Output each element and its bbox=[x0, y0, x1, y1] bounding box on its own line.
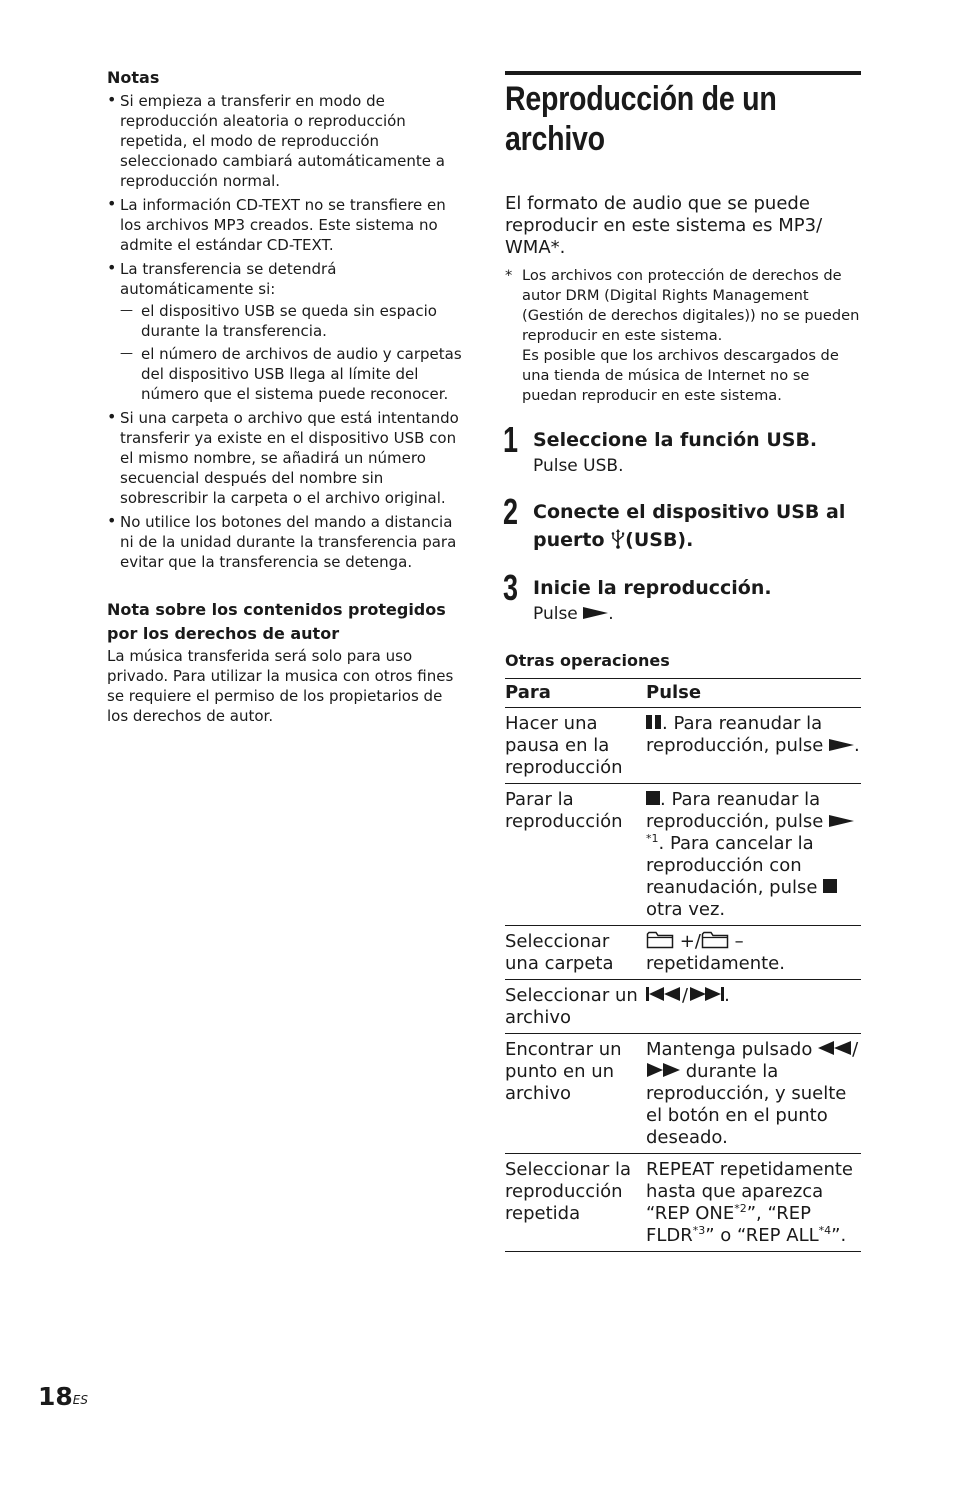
action-text: . bbox=[724, 985, 730, 1006]
sub-note-item: — el número de archivos de audio y carpetas del dispositivo USB llega al límite del número que el sistema puede reconocer. bbox=[120, 344, 465, 404]
footnote-ref: *2 bbox=[734, 1202, 747, 1215]
operation-action bbox=[646, 926, 861, 980]
action-text: ” o “REP ALL bbox=[705, 1225, 819, 1246]
right-column bbox=[505, 71, 861, 1252]
footnote-text: Los archivos con protección de derechos de autor DRM (Digital Rights Management (Gestión de derechos digitales)) no se pueden reproducir en este sistema. bbox=[522, 267, 860, 344]
left-column bbox=[107, 67, 465, 726]
intro-text: El formato de audio que se puede reproducir en este sistema es MP3/ WMA*. bbox=[505, 193, 823, 258]
note-item bbox=[107, 408, 465, 508]
operation-action bbox=[646, 708, 861, 784]
operation-label: Parar la reproducción bbox=[505, 784, 646, 926]
operation-action bbox=[646, 784, 861, 926]
table-row bbox=[505, 1034, 861, 1154]
step-desc bbox=[533, 602, 861, 626]
action-text: otra vez. bbox=[646, 899, 726, 920]
usb-icon bbox=[611, 529, 625, 549]
table-row bbox=[505, 708, 861, 784]
step-number: 1 bbox=[503, 419, 519, 460]
copyright-text: La música transferida será solo para uso privado. Para utilizar la musica con otros fines se requiere el permiso de los propietarios de los derechos de autor. bbox=[107, 647, 454, 725]
action-text: REPEAT repetidamente hasta que aparezca “REP ONE bbox=[646, 1159, 853, 1224]
step-number: 3 bbox=[503, 567, 519, 608]
stop-icon bbox=[823, 879, 837, 893]
step-title-text: Conecte el dispositivo USB al puerto bbox=[533, 501, 846, 551]
notes-heading: Notas bbox=[107, 68, 160, 87]
step-title bbox=[533, 498, 861, 554]
footnote-ref: *3 bbox=[692, 1224, 706, 1237]
operation-action bbox=[646, 1034, 861, 1154]
step-2 bbox=[503, 491, 861, 554]
column-header: Para bbox=[505, 679, 646, 708]
note-text: No utilice los botones del mando a distancia ni de la unidad durante la transferencia para evitar que la transferencia se detenga. bbox=[120, 513, 457, 571]
stop-icon bbox=[646, 791, 660, 805]
step-desc-text: . bbox=[608, 604, 614, 624]
action-text: . Para reanudar la reproducción, pulse bbox=[646, 713, 824, 756]
pause-icon bbox=[646, 715, 662, 729]
step-title: Inicie la reproducción. bbox=[533, 577, 772, 599]
play-icon bbox=[829, 739, 854, 751]
step-title-text: (USB). bbox=[625, 529, 694, 551]
title-rule bbox=[505, 71, 861, 75]
operation-action bbox=[646, 1154, 861, 1252]
operation-label: Seleccionar la reproducción repetida bbox=[505, 1154, 646, 1252]
footnote-ref: *1 bbox=[646, 832, 659, 845]
note-item bbox=[107, 259, 465, 404]
note-item bbox=[107, 195, 465, 255]
footnote-text: Es posible que los archivos descargados de una tienda de música de Internet no se puedan reproducir en este sistema. bbox=[522, 347, 839, 404]
step-desc-text: Pulse bbox=[533, 604, 578, 624]
page-number bbox=[38, 1382, 88, 1412]
footnote-ref: *4 bbox=[818, 1224, 832, 1237]
sub-notes-list bbox=[120, 301, 465, 404]
footnote-marker: * bbox=[505, 267, 513, 284]
note-text: La transferencia se detendrá automáticamente si: bbox=[120, 260, 337, 298]
note-item bbox=[107, 91, 465, 191]
other-operations-heading: Otras operaciones bbox=[505, 651, 670, 670]
action-text: Mantenga pulsado bbox=[646, 1039, 813, 1060]
folder-icon bbox=[646, 931, 674, 949]
action-text: +/ bbox=[679, 931, 701, 952]
folder-icon bbox=[701, 931, 729, 949]
footnote bbox=[505, 266, 861, 406]
action-text: – bbox=[734, 931, 744, 952]
table-row bbox=[505, 980, 861, 1034]
fast-forward-icon bbox=[646, 1063, 680, 1077]
action-text: / bbox=[682, 985, 689, 1006]
table-row bbox=[505, 784, 861, 926]
previous-track-icon bbox=[646, 987, 682, 1001]
page-number-value: 18 bbox=[38, 1382, 73, 1411]
operation-label: Encontrar un punto en un archivo bbox=[505, 1034, 646, 1154]
play-icon bbox=[583, 607, 608, 619]
page-title: Reproducción de un archivo bbox=[505, 80, 777, 158]
action-text: durante la reproducción, y suelte el botón en el punto deseado. bbox=[646, 1061, 847, 1148]
play-icon bbox=[829, 815, 854, 827]
sub-note-item: — el dispositivo USB se queda sin espacio durante la transferencia. bbox=[120, 301, 465, 341]
note-text: Si una carpeta o archivo que está intentando transferir ya existe en el dispositivo USB con el mismo nombre, se añadirá un número secuencial después del nombre sin sobrescribir la carpeta o el archivo original. bbox=[120, 409, 459, 507]
rewind-icon bbox=[818, 1041, 852, 1055]
notes-list bbox=[107, 91, 465, 572]
next-track-icon bbox=[688, 987, 724, 1001]
note-text: La información CD-TEXT no se transfiere en los archivos MP3 creados. Este sistema no admite el estándar CD-TEXT. bbox=[120, 196, 446, 254]
action-text: ”. bbox=[831, 1225, 847, 1246]
table-row bbox=[505, 926, 861, 980]
action-text: . bbox=[854, 735, 860, 756]
operation-label: Seleccionar una carpeta bbox=[505, 926, 646, 980]
copyright-heading: Nota sobre los contenidos protegidos por los derechos de autor bbox=[107, 600, 446, 643]
operation-action bbox=[646, 980, 861, 1034]
operation-label: Seleccionar un archivo bbox=[505, 980, 646, 1034]
step-number: 2 bbox=[503, 491, 519, 532]
table-header-row bbox=[505, 679, 861, 708]
action-text: . Para reanudar la reproducción, pulse bbox=[646, 789, 824, 832]
table-row bbox=[505, 1154, 861, 1252]
step-3 bbox=[503, 567, 861, 626]
step-desc: Pulse USB. bbox=[533, 456, 624, 476]
step-1 bbox=[503, 419, 861, 478]
operations-table bbox=[505, 678, 861, 1252]
note-item bbox=[107, 512, 465, 572]
action-text: / bbox=[852, 1039, 859, 1060]
action-text: ”, “REP FLDR bbox=[646, 1203, 812, 1246]
note-text: Si empieza a transferir en modo de reproducción aleatoria o reproducción repetida, el modo de reproducción seleccionado cambiará automáticamente a reproducción normal. bbox=[120, 92, 445, 190]
language-code: ES bbox=[72, 1393, 88, 1407]
step-title: Seleccione la función USB. bbox=[533, 429, 818, 451]
operation-label: Hacer una pausa en la reproducción bbox=[505, 708, 646, 784]
action-text: . Para cancelar la reproducción con reanudación, pulse bbox=[646, 833, 818, 898]
column-header: Pulse bbox=[646, 679, 861, 708]
action-text: repetidamente. bbox=[646, 953, 785, 974]
